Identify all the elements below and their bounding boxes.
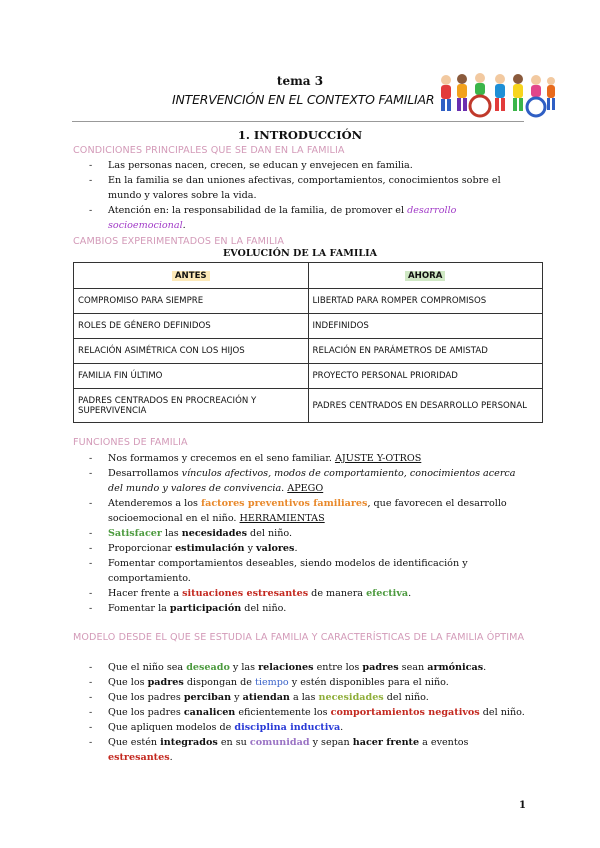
- table-cell: FAMILIA FIN ÚLTIMO: [74, 364, 309, 389]
- column-header-now: AHORA: [405, 271, 445, 281]
- table-cell: RELACIÓN ASIMÉTRICA CON LOS HIJOS: [74, 339, 309, 364]
- table-row: [74, 339, 543, 364]
- table-cell: COMPROMISO PARA SIEMPRE: [74, 289, 309, 314]
- child-figure: [547, 77, 555, 110]
- section-title: MODELO DESDE EL QUE SE ESTUDIA LA FAMILIA Y CARACTERÍSTICAS DE LA FAMILIA ÓPTIMA: [73, 632, 525, 643]
- table-cell: RELACIÓN EN PARÁMETROS DE AMISTAD: [308, 339, 543, 364]
- topic-title: tema 3: [276, 74, 324, 88]
- list-item: - Satisfacer las necesidades del niño.: [80, 526, 525, 541]
- child-figure: [513, 74, 523, 111]
- list-item: - Que apliquen modelos de disciplina inductiva.: [80, 720, 525, 735]
- list-item: - Que los padres dispongan de tiempo y estén disponibles para el niño.: [80, 675, 525, 690]
- list-item: - Fomentar comportamientos deseables, siendo modelos de identificación y comportamiento.: [80, 556, 525, 586]
- table-cell: PADRES CENTRADOS EN DESARROLLO PERSONAL: [308, 389, 543, 423]
- section4-list: [80, 660, 525, 765]
- child-figure: [527, 75, 545, 116]
- table-cell: ROLES DE GÉNERO DEFINIDOS: [74, 314, 309, 339]
- list-item: - Que los padres perciban y atiendan a las necesidades del niño.: [80, 690, 525, 705]
- topic-subtitle: INTERVENCIÓN EN EL CONTEXTO FAMILIAR: [172, 92, 435, 107]
- column-header-before: ANTES: [172, 271, 210, 281]
- child-figure: [495, 74, 505, 111]
- page-number: 1: [519, 800, 526, 811]
- section-title: FUNCIONES DE FAMILIA: [73, 437, 188, 448]
- child-figure: [457, 74, 467, 111]
- list-item: - Fomentar la participación del niño.: [80, 601, 525, 616]
- list-item: - En la familia se dan uniones afectivas, comportamientos, conocimientos sobre el mundo y valores sobre la vida.: [80, 173, 525, 203]
- list-item: - Hacer frente a situaciones estresantes de manera efectiva.: [80, 586, 525, 601]
- table-cell: PROYECTO PERSONAL PRIORIDAD: [308, 364, 543, 389]
- table-row: [74, 314, 543, 339]
- list-item: - Que el niño sea deseado y las relaciones entre los padres sean armónicas.: [80, 660, 525, 675]
- family-evolution-table: [73, 262, 543, 423]
- list-item: - Que estén integrados en su comunidad y sepan hacer frente a eventos estresantes.: [80, 735, 525, 765]
- list-item: - Atención en: la responsabilidad de la familia, de promover el desarrollo socioemocional.: [80, 203, 525, 233]
- table-cell: LIBERTAD PARA ROMPER COMPROMISOS: [308, 289, 543, 314]
- list-item: - Que los padres canalicen eficientemente los comportamientos negativos del niño.: [80, 705, 525, 720]
- list-item: - Proporcionar estimulación y valores.: [80, 541, 525, 556]
- table-caption: EVOLUCIÓN DE LA FAMILIA: [222, 248, 378, 259]
- list-item: - Nos formamos y crecemos en el seno familiar. AJUSTE Y-OTROS: [80, 451, 525, 466]
- table-header-row: [74, 263, 543, 289]
- list-item: - Desarrollamos vínculos afectivos, modos de comportamiento, conocimientos acerca del mundo y valores de convivencia. APEGO: [80, 466, 525, 496]
- child-figure: [441, 75, 451, 111]
- list-item: - Atenderemos a los factores preventivos familiares, que favorecen el desarrollo socioemocional en el niño. HERRAMIENTAS: [80, 496, 525, 526]
- list-item: - Las personas nacen, crecen, se educan y envejecen en familia.: [80, 158, 525, 173]
- table-cell: INDEFINIDOS: [308, 314, 543, 339]
- table-row: [74, 364, 543, 389]
- section3-list: [80, 451, 525, 616]
- child-figure: [470, 73, 490, 116]
- section1-list: [80, 158, 525, 233]
- children-illustration: [436, 70, 556, 120]
- table-row: [74, 289, 543, 314]
- table-row: [74, 389, 543, 423]
- table-cell: PADRES CENTRADOS EN PROCREACIÓN Y SUPERVIVENCIA: [74, 389, 309, 423]
- section-title: CONDICIONES PRINCIPALES QUE SE DAN EN LA FAMILIA: [73, 145, 345, 156]
- section-title: CAMBIOS EXPERIMENTADOS EN LA FAMILIA: [73, 236, 284, 247]
- header-divider: [72, 121, 524, 122]
- intro-heading: 1. INTRODUCCIÓN: [237, 128, 363, 142]
